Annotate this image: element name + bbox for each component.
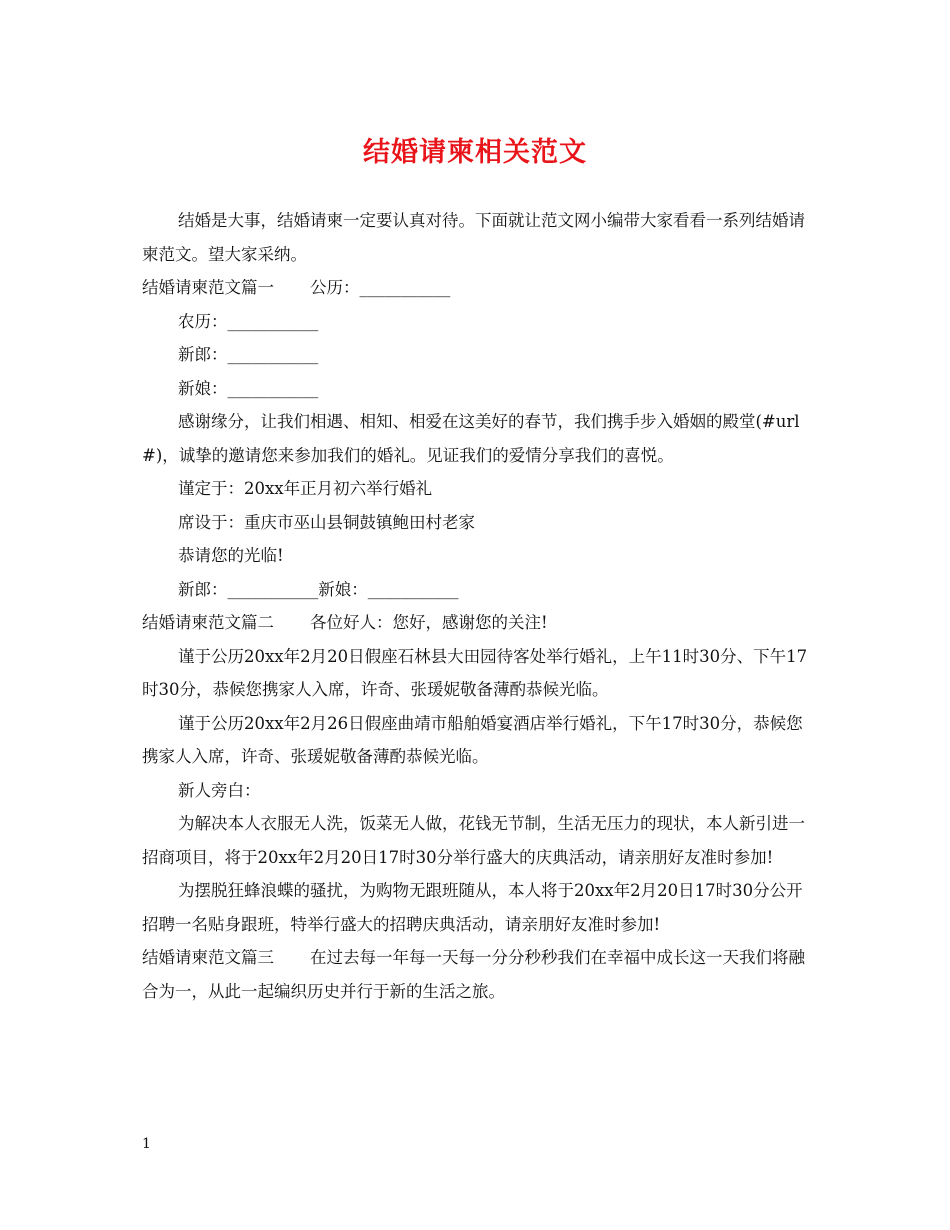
aside-label: 新人旁白： — [178, 780, 261, 800]
page-number: 1 — [142, 1136, 151, 1152]
welcome-line: 恭请您的光临! — [178, 546, 284, 565]
section2-paragraph-4: 为摆脱狂蜂浪蝶的骚扰，为购物无跟班随从，本人将于20xx年2月20日17时30分公开招聘一名贴身跟班，特举行盛大的招聘庆典活动，请亲朋好友准时参加! — [142, 881, 803, 934]
section2-heading-line — [142, 606, 814, 640]
lunar-date-field: 农历：___________ — [178, 311, 319, 331]
section2-paragraph-2: 谨于公历20xx年2月26日假座曲靖市船舶婚宴酒店举行婚礼，下午17时30分，恭候您携家人入席，许奇、张瑗妮敬备薄酌恭候光临。 — [142, 713, 803, 766]
section2-paragraph-1: 谨于公历20xx年2月20日假座石林县大田园待客处举行婚礼，上午11时30分、下午17时30分，恭候您携家人入席，许奇、张瑗妮敬备薄酌恭候光临。 — [142, 646, 808, 699]
solar-date-field: 公历：___________ — [310, 278, 451, 297]
document-body — [142, 204, 814, 1008]
section3-text: 在过去每一年每一天每一分分秒秒我们在幸福中成长这一天我们将融合为一，从此一起编织历史并行于新的生活之旅。 — [142, 948, 805, 1001]
section1-heading-line — [142, 271, 814, 305]
venue-line: 席设于：重庆市巫山县铜鼓镇鲍田村老家 — [178, 512, 475, 532]
bride-field: 新娘：___________ — [178, 378, 319, 398]
intro-paragraph: 结婚是大事，结婚请柬一定要认真对待。下面就让范文网小编带大家看看一系列结婚请柬范文。望大家采纳。 — [142, 211, 805, 264]
section1-heading: 结婚请柬范文篇一 — [142, 278, 274, 297]
section2-paragraph-3: 为解决本人衣服无人洗，饭菜无人做，花钱无节制，生活无压力的现状，本人新引进一招商项目，将于20xx年2月20日17时30分举行盛大的庆典活动，请亲朋好友准时参加! — [142, 814, 805, 867]
section3-heading: 结婚请柬范文篇三 — [142, 948, 274, 967]
document-title: 结婚请柬相关范文 — [363, 137, 587, 168]
wedding-date-line: 谨定于：20xx年正月初六举行婚礼 — [178, 479, 433, 498]
signature-line: 新郎：___________新娘：___________ — [178, 579, 459, 599]
section2-heading: 结婚请柬范文篇二 — [142, 613, 274, 632]
section1-paragraph: 感谢缘分，让我们相遇、相知、相爱在这美好的春节，我们携手步入婚姻的殿堂(#url#)，诚挚的邀请您来参加我们的婚礼。见证我们的爱情分享我们的喜悦。 — [142, 412, 800, 465]
section2-greeting: 各位好人：您好，感谢您的关注! — [310, 613, 548, 632]
groom-field: 新郎：___________ — [178, 345, 319, 364]
section3-line — [142, 941, 814, 1008]
